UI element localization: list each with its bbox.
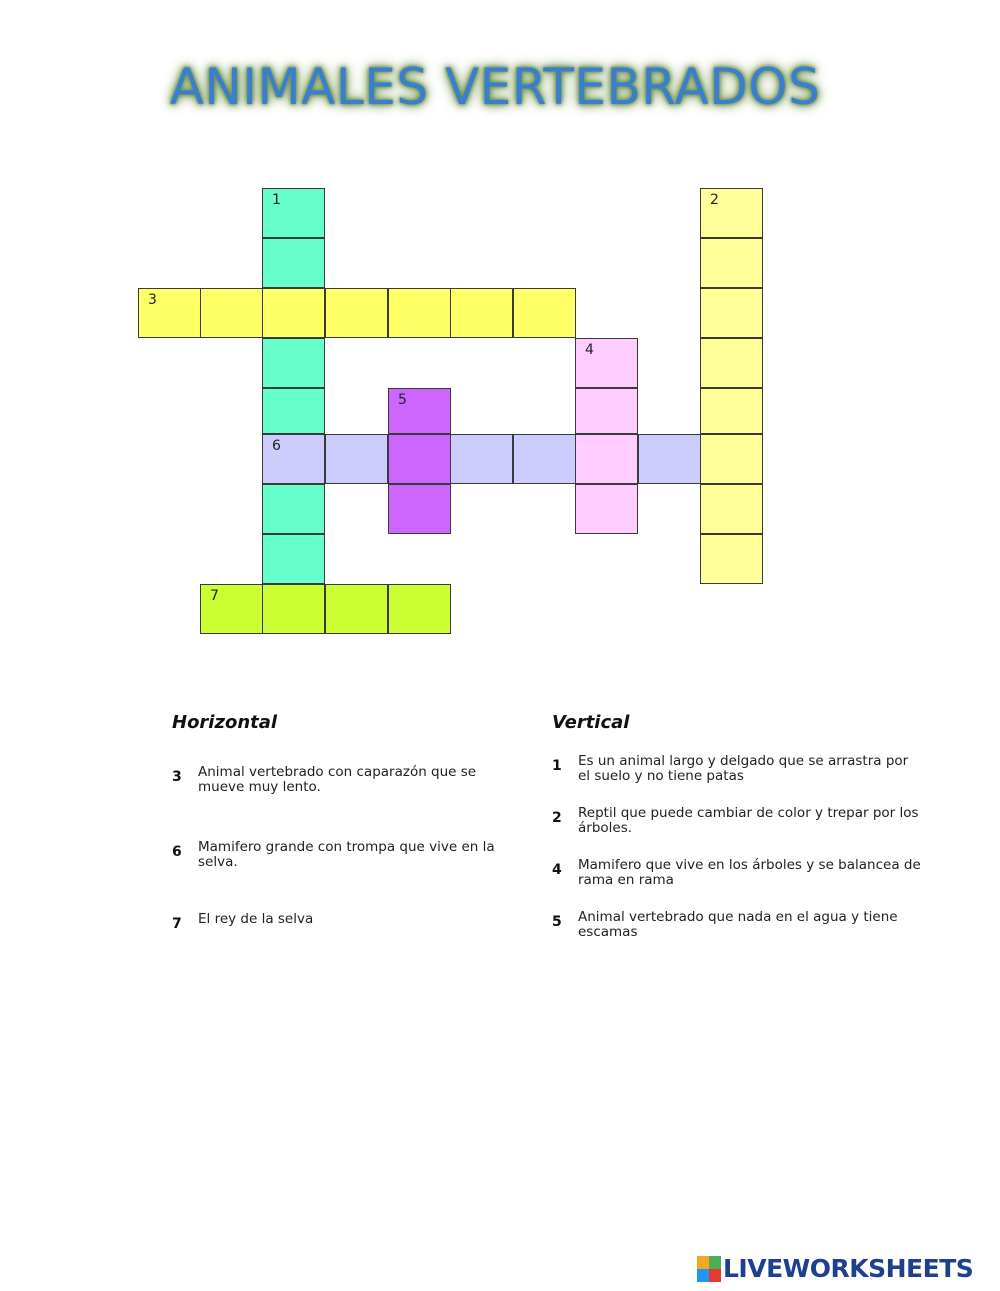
crossword-cell[interactable] [575,388,638,434]
liveworksheets-logo [697,1254,973,1283]
clue-vertical-5 [552,910,922,940]
cell-number: 3 [148,292,157,308]
logo-square-icon [697,1256,709,1269]
logo-square-icon [709,1256,721,1269]
crossword-cell[interactable] [262,388,325,434]
crossword-cell[interactable] [262,584,325,634]
crossword-cell[interactable] [262,338,325,388]
crossword-cell[interactable] [700,484,763,534]
crossword-cell[interactable] [513,288,576,338]
clue-text: Reptil que puede cambiar de color y trepar por los árboles. [578,805,919,836]
crossword-cell[interactable] [325,584,388,634]
clue-horizontal-3 [172,765,512,795]
clue-text: Es un animal largo y delgado que se arrastra por el suelo y no tiene patas [578,753,909,784]
crossword-cell[interactable] [513,434,576,484]
clue-number: 4 [552,862,562,878]
clue-text: Mamifero que vive en los árboles y se balancea de rama en rama [578,857,921,888]
clue-number: 1 [552,758,562,774]
clue-horizontal-7 [172,912,512,932]
cell-number: 5 [398,392,407,408]
clue-text: Animal vertebrado que nada en el agua y tiene escamas [578,909,898,940]
vertical-heading: Vertical [552,712,630,733]
logo-mark-icon [697,1256,721,1282]
crossword-cell[interactable] [388,584,451,634]
clue-vertical-2 [552,806,922,836]
crossword-cell[interactable] [450,288,513,338]
crossword-cell[interactable] [700,388,763,434]
worksheet-title: ANIMALES VERTEBRADOS [169,58,821,116]
crossword-cell[interactable] [262,484,325,534]
crossword-cell[interactable] [200,288,263,338]
crossword-cell[interactable] [325,434,388,484]
horizontal-heading: Horizontal [172,712,278,733]
clue-vertical-1 [552,754,922,784]
crossword-cell[interactable] [700,434,763,484]
crossword-cell[interactable] [262,238,325,288]
logo-square-icon [697,1269,709,1282]
clue-text: El rey de la selva [198,911,314,927]
clue-text: Mamifero grande con trompa que vive en la selva. [198,839,495,870]
clue-horizontal-6 [172,840,512,870]
crossword-cell[interactable] [388,484,451,534]
clue-text: Animal vertebrado con caparazón que se mueve muy lento. [198,764,477,795]
crossword-cell[interactable] [325,288,388,338]
crossword-cell[interactable] [700,338,763,388]
crossword-cell[interactable] [700,534,763,584]
crossword-cell[interactable] [262,534,325,584]
clue-number: 3 [172,769,182,785]
crossword-cell[interactable] [388,434,451,484]
crossword-cell[interactable] [575,484,638,534]
clue-number: 7 [172,916,182,932]
cell-number: 6 [272,438,281,454]
crossword-cell[interactable] [575,434,638,484]
crossword-cell[interactable] [262,288,325,338]
clue-number: 5 [552,914,562,930]
cell-number: 7 [210,588,219,604]
crossword-cell[interactable] [388,288,451,338]
clue-number: 6 [172,844,182,860]
cell-number: 1 [272,192,281,208]
cell-number: 2 [710,192,719,208]
crossword-cell[interactable] [638,434,701,484]
logo-text: LIVEWORKSHEETS [723,1254,974,1283]
crossword-cell[interactable] [700,288,763,338]
cell-number: 4 [585,342,594,358]
crossword-cell[interactable] [700,238,763,288]
crossword-cell[interactable] [450,434,513,484]
logo-square-icon [709,1269,721,1282]
clue-vertical-4 [552,858,922,888]
clue-number: 2 [552,810,562,826]
